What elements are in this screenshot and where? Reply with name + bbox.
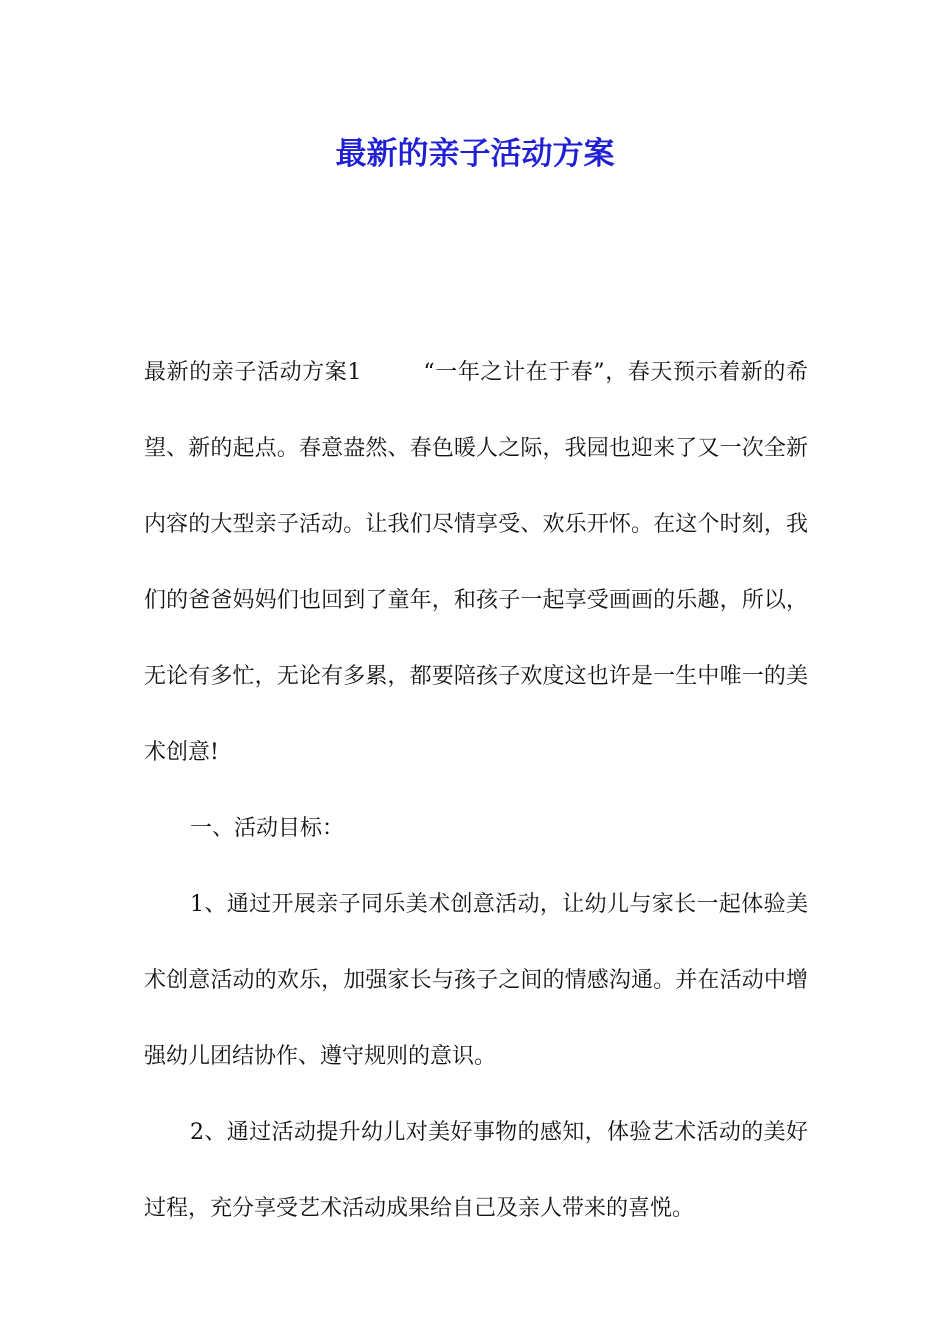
intro-paragraph [144, 335, 808, 791]
intro-text: “一年之计在于春”，春天预示着新的希望、新的起点。春意盎然、春色暖人之际，我园也迎来了又一次全新内容的大型亲子活动。让我们尽情享受、欢乐开怀。在这个时刻，我们的爸爸妈妈们也回到了童年，和孩子一起享受画画的乐趣，所以，无论有多忙，无论有多累，都要陪孩子欢度这也许是一生中唯一的美术创意! [144, 360, 809, 765]
document-title: 最新的亲子活动方案 [335, 136, 615, 172]
section-heading: 一、活动目标： [190, 816, 345, 841]
goal-item-1: 1、通过开展亲子同乐美术创意活动，让幼儿与家长一起体验美术创意活动的欢乐，加强家长与孩子之间的情感沟通。并在活动中增强幼儿团结协作、遵守规则的意识。 [144, 892, 808, 1069]
intro-heading: 最新的亲子活动方案1 [144, 360, 362, 385]
document-body [144, 335, 808, 1247]
goal-item-2: 2、通过活动提升幼儿对美好事物的感知，体验艺术活动的美好过程，充分享受艺术活动成果给自己及亲人带来的喜悦。 [144, 1120, 808, 1221]
